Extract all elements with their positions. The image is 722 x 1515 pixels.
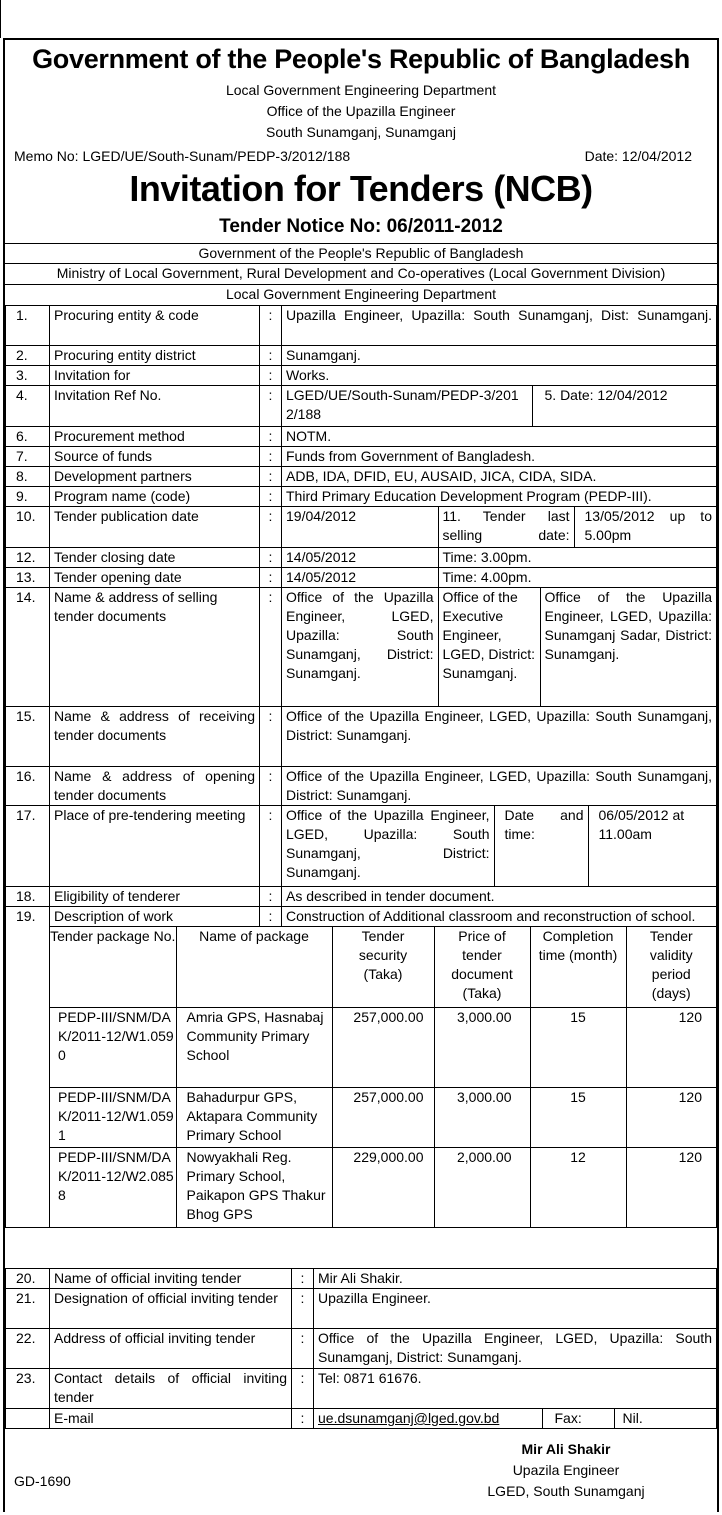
publication-date-value: 19/04/2012 bbox=[282, 507, 438, 547]
table-row bbox=[6, 907, 717, 927]
row-label: Development partners bbox=[50, 467, 260, 487]
row-colon: : bbox=[260, 806, 282, 887]
row-colon: : bbox=[292, 1409, 314, 1429]
package-number: PEDP-III/SNM/DAK/2011-12/W1.0590 bbox=[50, 1007, 176, 1087]
last-selling-date-value: 13/05/2012 up to 5.00pm bbox=[584, 508, 712, 543]
invitation-for-value: Works. bbox=[282, 366, 717, 386]
row-colon: : bbox=[260, 907, 282, 927]
signatory-designation: Upazila Engineer bbox=[512, 1462, 620, 1478]
description-of-work-value: Construction of Additional classroom and reconstruction of school. bbox=[282, 907, 717, 927]
row-number: 3. bbox=[6, 366, 50, 386]
closing-time-value: Time: 3.00pm. bbox=[442, 549, 532, 565]
development-partners-value: ADB, IDA, DFID, EU, AUSAID, JICA, CIDA, SIDA. bbox=[282, 467, 717, 487]
procuring-district-value: Sunamganj. bbox=[282, 346, 717, 366]
table-row bbox=[6, 588, 717, 707]
table-row bbox=[6, 1409, 717, 1429]
page-edge-line bbox=[0, 0, 3, 38]
official-designation-value: Upazilla Engineer. bbox=[314, 1289, 717, 1329]
fax-label: Fax: bbox=[542, 1409, 614, 1428]
row-number: 7. bbox=[6, 447, 50, 467]
government-title: Government of the People's Republic of Bangladesh bbox=[32, 44, 690, 74]
header-package-name: Name of package bbox=[176, 927, 332, 1007]
row-number: 17. bbox=[6, 806, 50, 887]
tender-notice-number: Tender Notice No: 06/2011-2012 bbox=[219, 216, 503, 237]
package-price: 3,000.00 bbox=[434, 1087, 530, 1147]
row-number: 10. bbox=[6, 507, 50, 548]
closing-date-cell bbox=[282, 548, 717, 568]
row-label: Name & address of selling tender documents bbox=[50, 588, 260, 707]
packages-cell bbox=[50, 927, 717, 1228]
row-number: 19. bbox=[6, 907, 50, 1228]
row-label: Name & address of opening tender documents bbox=[50, 767, 260, 806]
row-label: Name of official inviting tender bbox=[50, 1269, 292, 1289]
row-number: 12. bbox=[6, 548, 50, 568]
row-colon: : bbox=[260, 487, 282, 507]
row-colon: : bbox=[260, 386, 282, 427]
row-colon: : bbox=[292, 1289, 314, 1329]
row-label: Tender opening date bbox=[50, 568, 260, 588]
row-colon: : bbox=[260, 707, 282, 767]
row-label: Name & address of receiving tender documents bbox=[50, 707, 260, 767]
procurement-method-value: NOTM. bbox=[282, 427, 717, 447]
table-row bbox=[6, 427, 717, 447]
row-colon: : bbox=[260, 507, 282, 548]
fax-value: Nil. bbox=[622, 1410, 643, 1426]
package-number: PEDP-III/SNM/DAK/2011-12/W2.0858 bbox=[50, 1147, 176, 1227]
selling-office-south-sunamganj: Office of the Upazilla Engineer, LGED, Upazilla: South Sunamganj, District: Sunamganj. bbox=[282, 588, 438, 706]
row-colon: : bbox=[260, 548, 282, 568]
row-label: Procurement method bbox=[50, 427, 260, 447]
pre-tender-date-value: 06/05/2012 at 11.00am bbox=[598, 807, 685, 842]
invitation-ref-cell bbox=[282, 386, 717, 427]
package-price: 2,000.00 bbox=[434, 1147, 530, 1227]
row-number: 4. bbox=[6, 386, 50, 427]
row-label: Procuring entity & code bbox=[50, 306, 260, 346]
package-security: 257,000.00 bbox=[332, 1087, 434, 1147]
package-validity: 120 bbox=[678, 1008, 702, 1025]
receiving-office-value: Office of the Upazilla Engineer, LGED, Upazilla: South Sunamganj, District: Sunamganj. bbox=[282, 707, 717, 767]
packages-row bbox=[6, 927, 717, 1228]
tender-details-table bbox=[5, 305, 717, 1228]
row-label: Eligibility of tenderer bbox=[50, 887, 260, 907]
row-colon: : bbox=[260, 346, 282, 366]
page-title: Invitation for Tenders (NCB) bbox=[129, 168, 593, 209]
row-colon: : bbox=[260, 306, 282, 346]
package-row bbox=[50, 1007, 716, 1087]
table-row bbox=[6, 1369, 717, 1409]
official-contact-value: Tel: 0871 61676. bbox=[314, 1369, 717, 1409]
package-security: 229,000.00 bbox=[332, 1147, 434, 1227]
row-label: E-mail bbox=[50, 1409, 292, 1429]
table-row bbox=[6, 767, 717, 806]
pre-tender-meeting-cell bbox=[282, 806, 717, 887]
office-line: Office of the Upazilla Engineer bbox=[266, 103, 456, 119]
program-name-value: Third Primary Education Development Program (PEDP-III). bbox=[282, 487, 717, 507]
selling-offices-cell bbox=[282, 588, 717, 707]
department-line: Local Government Engineering Department bbox=[225, 82, 497, 98]
table-row bbox=[6, 467, 717, 487]
signatory-office: LGED, South Sunamganj bbox=[487, 1483, 645, 1499]
row-label: Invitation Ref No. bbox=[50, 386, 260, 427]
table-row bbox=[6, 487, 717, 507]
email-fax-cell bbox=[314, 1409, 717, 1429]
table-row bbox=[6, 806, 717, 887]
last-selling-date-label: 11. Tender last selling date: bbox=[438, 507, 574, 547]
table-row bbox=[6, 1269, 717, 1289]
subheader-government: Government of the People's Republic of Bangladesh bbox=[5, 243, 717, 262]
gd-code: GD-1690 bbox=[14, 1473, 71, 1489]
table-row bbox=[6, 306, 717, 346]
package-validity: 120 bbox=[678, 1148, 702, 1165]
row-number: 1. bbox=[6, 306, 50, 346]
row-label: Tender publication date bbox=[50, 507, 260, 548]
row-number: 21. bbox=[6, 1289, 50, 1329]
official-details-table bbox=[5, 1268, 717, 1429]
subheader-lged: Local Government Engineering Department bbox=[5, 284, 717, 303]
package-completion: 15 bbox=[530, 1007, 626, 1087]
package-security: 257,000.00 bbox=[332, 1007, 434, 1087]
row-number: 20. bbox=[6, 1269, 50, 1289]
packages-table bbox=[50, 927, 716, 1227]
header-completion-time: Completion time (month) bbox=[530, 927, 626, 1007]
memo-date: Date: 12/04/2012 bbox=[584, 148, 692, 164]
row-label: Designation of official inviting tender bbox=[50, 1289, 292, 1329]
publication-date-cell bbox=[282, 507, 717, 548]
row-colon: : bbox=[260, 366, 282, 386]
row-number: 16. bbox=[6, 767, 50, 806]
row-number: 13. bbox=[6, 568, 50, 588]
row-label: Program name (code) bbox=[50, 487, 260, 507]
opening-date-value: 14/05/2012 bbox=[282, 568, 438, 587]
opening-time-value: Time: 4.00pm. bbox=[442, 569, 532, 585]
row-label: Tender closing date bbox=[50, 548, 260, 568]
table-row bbox=[6, 1329, 717, 1369]
row-label: Description of work bbox=[50, 907, 260, 927]
header-validity-period: Tender validity period (days) bbox=[649, 928, 693, 1001]
procuring-entity-value: Upazilla Engineer, Upazilla: South Sunamganj, Dist: Sunamganj. bbox=[282, 306, 717, 346]
closing-date-value: 14/05/2012 bbox=[282, 548, 438, 567]
table-row bbox=[6, 548, 717, 568]
package-completion: 15 bbox=[530, 1087, 626, 1147]
table-row bbox=[6, 1289, 717, 1329]
table-row bbox=[6, 447, 717, 467]
row-colon: : bbox=[260, 447, 282, 467]
package-row bbox=[50, 1147, 716, 1227]
row-colon: : bbox=[260, 887, 282, 907]
official-name-value: Mir Ali Shakir. bbox=[314, 1269, 717, 1289]
row-colon: : bbox=[260, 588, 282, 707]
table-row bbox=[6, 507, 717, 548]
row-number: 18. bbox=[6, 887, 50, 907]
row-number: 2. bbox=[6, 346, 50, 366]
row-number: 14. bbox=[6, 588, 50, 707]
package-name: Nowyakhali Reg. Primary School, Paikapon GPS Thakur Bhog GPS bbox=[176, 1147, 332, 1227]
location-line: South Sunamganj, Sunamganj bbox=[266, 124, 456, 140]
row-number bbox=[6, 1409, 50, 1429]
opening-date-cell bbox=[282, 568, 717, 588]
package-validity: 120 bbox=[678, 1088, 702, 1105]
row-colon: : bbox=[260, 767, 282, 806]
eligibility-value: As described in tender document. bbox=[282, 887, 717, 907]
table-row bbox=[6, 346, 717, 366]
selling-office-executive-engineer: Office of the Executive Engineer, LGED, District: Sunamganj. bbox=[438, 588, 540, 706]
row-colon: : bbox=[292, 1369, 314, 1409]
invitation-date-value: 5. Date: 12/04/2012 bbox=[544, 387, 668, 403]
row-colon: : bbox=[260, 427, 282, 447]
row-number: 8. bbox=[6, 467, 50, 487]
row-colon: : bbox=[260, 467, 282, 487]
row-colon: : bbox=[292, 1329, 314, 1369]
header-package-no: Tender package No. bbox=[50, 927, 176, 1007]
signatory-name: Mir Ali Shakir bbox=[521, 1441, 611, 1457]
row-label: Procuring entity district bbox=[50, 346, 260, 366]
row-number: 9. bbox=[6, 487, 50, 507]
table-row bbox=[6, 366, 717, 386]
row-label: Invitation for bbox=[50, 366, 260, 386]
header-tender-security: Tender security (Taka) bbox=[332, 927, 434, 1007]
pre-tender-date-label: Date and time: bbox=[494, 806, 588, 886]
header-document-price: Price of tender document (Taka) bbox=[434, 927, 530, 1007]
table-row bbox=[6, 707, 717, 767]
row-number: 22. bbox=[6, 1329, 50, 1369]
pre-tender-meeting-place: Office of the Upazilla Engineer, LGED, Upazilla: South Sunamganj, District: Sunamganj. bbox=[282, 806, 494, 886]
row-number: 6. bbox=[6, 427, 50, 447]
row-label: Contact details of official inviting tender bbox=[50, 1369, 292, 1409]
source-of-funds-value: Funds from Government of Bangladesh. bbox=[282, 447, 717, 467]
official-address-value: Office of the Upazilla Engineer, LGED, Upazilla: South Sunamganj, District: Sunamganj. bbox=[314, 1329, 717, 1369]
row-number: 15. bbox=[6, 707, 50, 767]
row-label: Source of funds bbox=[50, 447, 260, 467]
package-row bbox=[50, 1087, 716, 1147]
table-row bbox=[6, 386, 717, 427]
selling-office-sunamganj-sadar: Office of the Upazilla Engineer, LGED, Upazilla: Sunamganj Sadar, District: Sunamganj. bbox=[544, 589, 712, 662]
invitation-ref-value: LGED/UE/South-Sunam/PEDP-3/2012/188 bbox=[282, 386, 532, 426]
email-link[interactable]: ue.dsunamganj@lged.gov.bd bbox=[318, 1410, 500, 1426]
package-name: Amria GPS, Hasnabaj Community Primary School bbox=[176, 1007, 332, 1087]
package-price: 3,000.00 bbox=[434, 1007, 530, 1087]
package-name: Bahadurpur GPS, Aktapara Community Primary School bbox=[176, 1087, 332, 1147]
row-label: Place of pre-tendering meeting bbox=[50, 806, 260, 887]
subheader-ministry: Ministry of Local Government, Rural Development and Co-operatives (Local Government Division) bbox=[5, 263, 717, 282]
opening-office-value: Office of the Upazilla Engineer, LGED, Upazilla: South Sunamganj, District: Sunamganj. bbox=[282, 767, 717, 806]
row-label: Address of official inviting tender bbox=[50, 1329, 292, 1369]
row-number: 23. bbox=[6, 1369, 50, 1409]
row-colon: : bbox=[292, 1269, 314, 1289]
package-number: PEDP-III/SNM/DAK/2011-12/W1.0591 bbox=[50, 1087, 176, 1147]
package-completion: 12 bbox=[530, 1147, 626, 1227]
table-row bbox=[6, 568, 717, 588]
table-row bbox=[6, 887, 717, 907]
row-colon: : bbox=[260, 568, 282, 588]
memo-number: Memo No: LGED/UE/South-Sunam/PEDP-3/2012/188 bbox=[14, 148, 351, 164]
